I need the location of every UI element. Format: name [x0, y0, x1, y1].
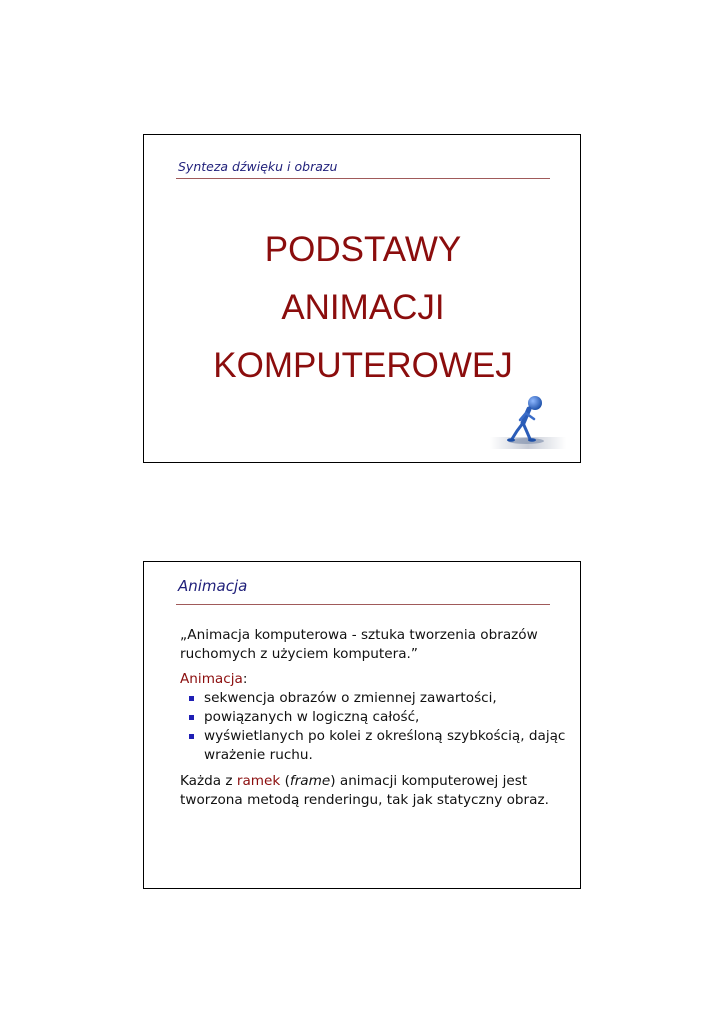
slide-body — [180, 626, 570, 810]
closing-text-3: ) animacji komputerowej jest tworzona metodą renderingu, tak jak statyczny obraz. — [180, 773, 549, 808]
title-line-3: KOMPUTEROWEJ — [213, 346, 513, 385]
section-label — [180, 670, 570, 689]
closing-text-2: ( — [280, 773, 290, 789]
closing-term-frame: frame — [289, 773, 331, 789]
list-item — [180, 689, 570, 708]
square-bullet-icon — [189, 696, 194, 701]
slide-1 — [143, 134, 581, 463]
closing-term-ramek: ramek — [236, 773, 281, 789]
list-item — [180, 708, 570, 727]
list-item-text: powiązanych w logiczną całość, — [204, 709, 420, 725]
square-bullet-icon — [189, 734, 194, 739]
square-bullet-icon — [189, 715, 194, 720]
section-label-text: Animacja — [180, 671, 243, 687]
list-item-text: sekwencja obrazów o zmiennej zawartości, — [204, 690, 497, 706]
closing-paragraph — [180, 772, 570, 810]
bullet-list — [180, 689, 570, 765]
title-line-1: PODSTAWY — [264, 230, 462, 269]
header-divider — [176, 604, 550, 605]
definition-quote: „Animacja komputerowa - sztuka tworzenia obrazów ruchomych z użyciem komputera.” — [180, 627, 538, 662]
closing-text-1: Każda z — [180, 773, 237, 789]
title-line-2: ANIMACJI — [281, 288, 445, 327]
header-divider — [176, 178, 550, 179]
slide-header: Animacja — [178, 577, 248, 595]
slide-header: Synteza dźwięku i obrazu — [178, 159, 338, 174]
slide-2 — [143, 561, 581, 889]
section-label-colon: : — [242, 671, 248, 687]
list-item — [180, 727, 570, 765]
list-item-text: wyświetlanych po kolei z określoną szybkością, dając wrażenie ruchu. — [204, 728, 566, 763]
slide-title — [144, 221, 582, 395]
walking-figure-icon — [490, 393, 566, 453]
